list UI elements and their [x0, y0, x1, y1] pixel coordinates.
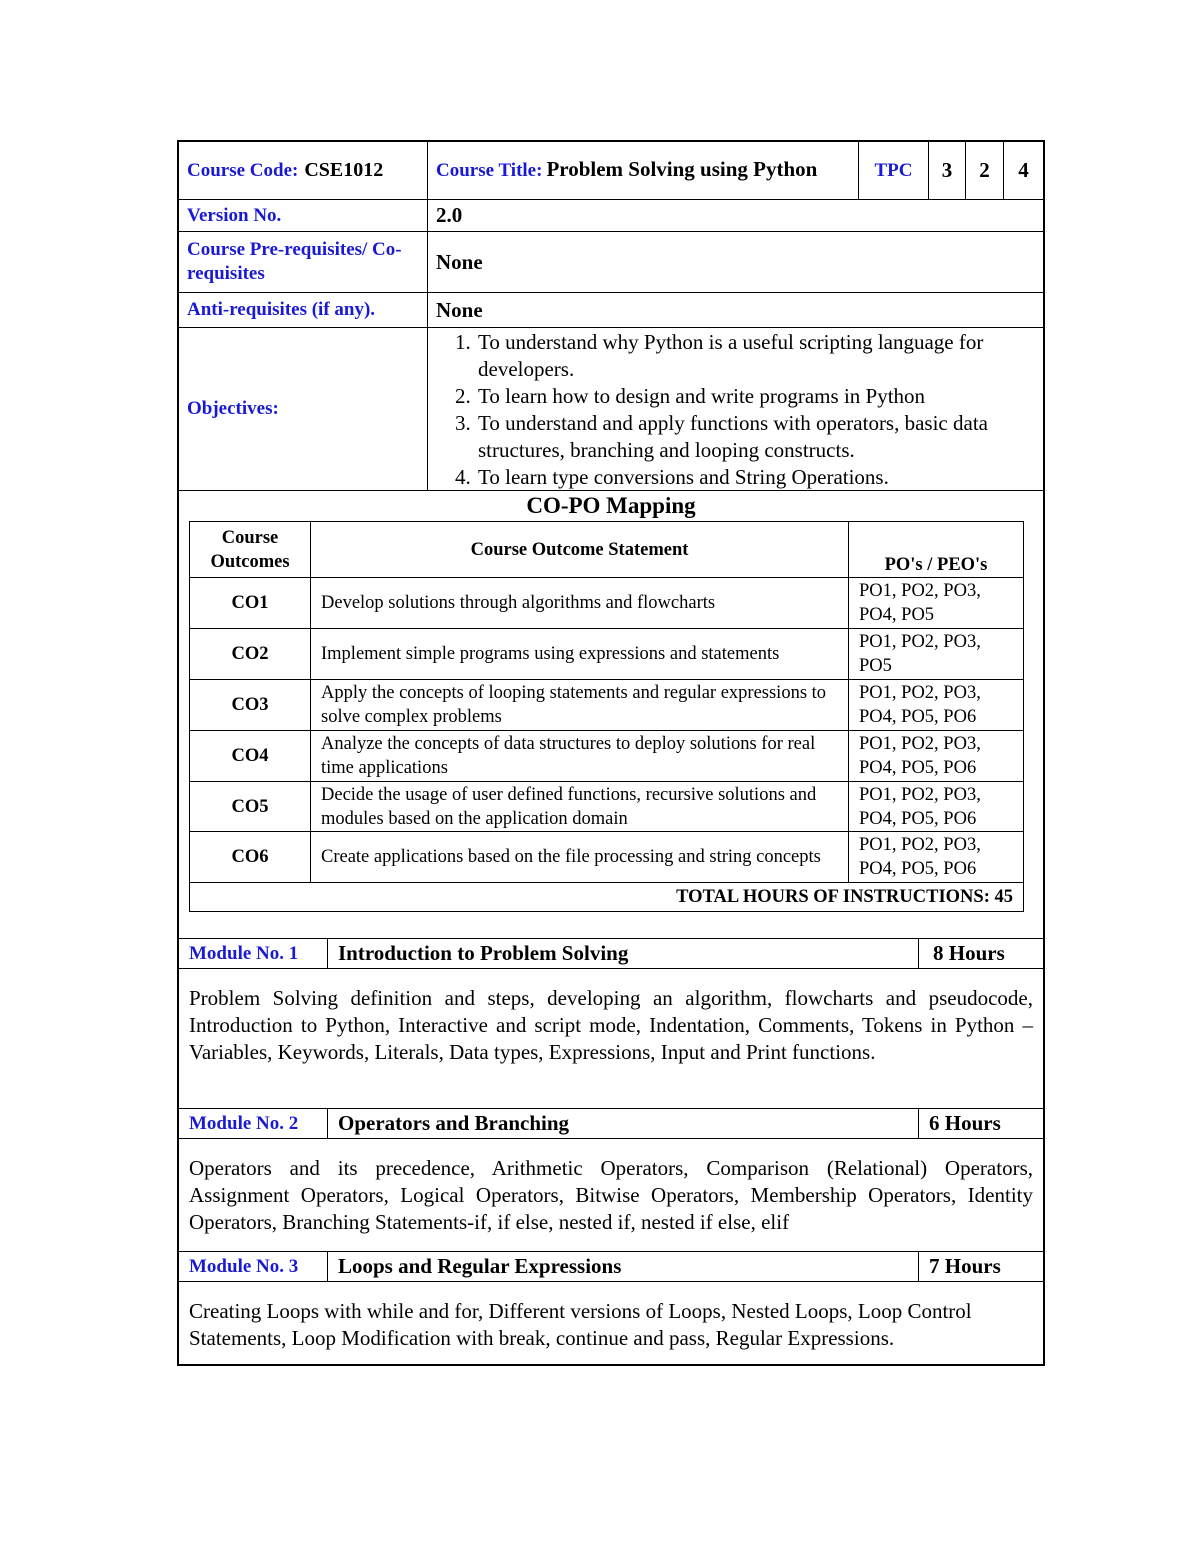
course-title-cell	[428, 142, 859, 199]
co-statement: Apply the concepts of looping statements and regular expressions to solve complex problems	[311, 680, 849, 731]
course-title-label: Course Title:	[436, 160, 543, 181]
total-row	[190, 883, 1024, 912]
mapping-title: CO-PO Mapping	[526, 493, 696, 518]
co-po-mapping-section	[179, 491, 1043, 939]
antireq-label: Anti-requisites (if any).	[187, 299, 376, 320]
module-title: Loops and Regular Expressions	[338, 1254, 622, 1278]
objectives-value-cell	[428, 328, 1043, 490]
table-row	[190, 731, 1024, 782]
module-body: Problem Solving definition and steps, developing an algorithm, flowcharts and pseudocode, Introduction to Python, Interactive and script mode, Indentation, Comments, Tokens in Python – Variables, Keywords, Literals, Data types, Expressions, Input and Print functions.	[179, 969, 1043, 1109]
course-code-label: Course Code:	[187, 159, 299, 181]
antireq-label-cell	[179, 293, 428, 327]
syllabus-document	[177, 140, 1045, 1366]
module-3-label-cell	[179, 1252, 328, 1281]
prereq-label: Course Pre-requisites/ Co-requisites	[187, 239, 402, 284]
module-body: Operators and its precedence, Arithmetic Operators, Comparison (Relational) Operators, Assignment Operators, Logical Operators, Bitwise Operators, Membership Operators, Identity Operators, Branching Statements-if, if else, nested if, nested if else, elif	[179, 1139, 1043, 1252]
tpc-practical: 2	[979, 158, 990, 182]
total-hours: TOTAL HOURS OF INSTRUCTIONS: 45	[190, 883, 1024, 912]
co-statement: Analyze the concepts of data structures to deploy solutions for real time applications	[311, 731, 849, 782]
co-statement: Develop solutions through algorithms and flowcharts	[311, 578, 849, 629]
prereq-label-cell	[179, 232, 428, 292]
module-title: Introduction to Problem Solving	[338, 941, 629, 965]
module-title: Operators and Branching	[338, 1111, 570, 1135]
col-pos: PO's / PEO's	[849, 522, 1024, 578]
objectives-label: Objectives:	[187, 398, 279, 419]
module-hours: 7 Hours	[929, 1254, 1001, 1278]
objective-item: 1. To understand why Python is a useful scripting language for developers.	[476, 329, 1043, 383]
course-title: Problem Solving using Python	[546, 157, 818, 181]
prereq-value-cell	[428, 232, 1043, 292]
co-code: CO5	[190, 782, 311, 832]
co-pos: PO1, PO2, PO3, PO5	[849, 629, 1024, 680]
col-statement: Course Outcome Statement	[311, 522, 849, 578]
module-3-hours-cell	[919, 1252, 1043, 1281]
table-header-row	[190, 522, 1024, 578]
module-label: Module No. 2	[189, 1112, 299, 1134]
co-pos: PO1, PO2, PO3, PO4, PO5, PO6	[849, 832, 1024, 883]
co-code: CO3	[190, 680, 311, 731]
module-1-label-cell	[179, 939, 328, 968]
objective-item: 3. To understand and apply functions with operators, basic data structures, branching and looping constructs.	[476, 410, 1043, 464]
prereq-value: None	[436, 249, 483, 274]
co-po-table	[189, 521, 1024, 912]
tpc-label-cell	[859, 142, 929, 199]
module-1-header	[179, 939, 1043, 969]
antireq-value: None	[436, 297, 483, 322]
objectives-list	[428, 329, 1043, 491]
module-2-header	[179, 1109, 1043, 1139]
course-code-cell	[179, 142, 428, 199]
module-hours: 6 Hours	[929, 1111, 1001, 1135]
module-body: Creating Loops with while and for, Different versions of Loops, Nested Loops, Loop Control Statements, Loop Modification with break, continue and pass, Regular Expressions.	[189, 1299, 972, 1350]
table-row	[190, 578, 1024, 629]
objectives-label-cell	[179, 328, 428, 490]
tpc-theory: 3	[941, 158, 953, 182]
objective-item: 4. To learn type conversions and String Operations.	[476, 464, 1043, 491]
module-label: Module No. 1	[189, 942, 299, 964]
table-row	[190, 782, 1024, 832]
table-row	[190, 629, 1024, 680]
co-statement: Create applications based on the file processing and string concepts	[311, 832, 849, 883]
antireq-row	[179, 293, 1043, 328]
antireq-value-cell	[428, 293, 1043, 327]
module-hours: 8 Hours	[933, 941, 1005, 965]
module-1-hours-cell	[919, 939, 1043, 968]
module-3-title-cell	[328, 1252, 919, 1281]
version-label-cell	[179, 200, 428, 231]
co-code: CO4	[190, 731, 311, 782]
prereq-row	[179, 232, 1043, 293]
version-value: 2.0	[436, 203, 463, 227]
table-row	[190, 832, 1024, 883]
tpc-credits: 4	[1018, 158, 1029, 182]
tpc-label: TPC	[874, 159, 913, 181]
table-row	[190, 680, 1024, 731]
co-code: CO2	[190, 629, 311, 680]
objective-item: 2. To learn how to design and write programs in Python	[476, 383, 1043, 410]
objectives-row	[179, 328, 1043, 491]
tpc-p-cell	[966, 142, 1004, 199]
tpc-t-cell	[929, 142, 966, 199]
version-value-cell	[428, 200, 1043, 231]
version-label: Version No.	[187, 204, 282, 226]
co-code: CO6	[190, 832, 311, 883]
co-code: CO1	[190, 578, 311, 629]
co-pos: PO1, PO2, PO3, PO4, PO5, PO6	[849, 782, 1024, 832]
module-2-title-cell	[328, 1109, 919, 1138]
module-label: Module No. 3	[189, 1255, 299, 1277]
co-pos: PO1, PO2, PO3, PO4, PO5, PO6	[849, 731, 1024, 782]
co-statement: Decide the usage of user defined functions, recursive solutions and modules based on the application domain	[311, 782, 849, 832]
module-2-hours-cell	[919, 1109, 1043, 1138]
module-1-title-cell	[328, 939, 919, 968]
col-outcomes: Course Outcomes	[190, 522, 311, 578]
version-row	[179, 200, 1043, 232]
co-pos: PO1, PO2, PO3, PO4, PO5, PO6	[849, 680, 1024, 731]
module-3-header	[179, 1252, 1043, 1282]
course-header-row	[179, 142, 1043, 200]
module-2-label-cell	[179, 1109, 328, 1138]
course-code: CSE1012	[304, 159, 384, 181]
co-statement: Implement simple programs using expressions and statements	[311, 629, 849, 680]
tpc-c-cell	[1004, 142, 1043, 199]
co-pos: PO1, PO2, PO3, PO4, PO5	[849, 578, 1024, 629]
